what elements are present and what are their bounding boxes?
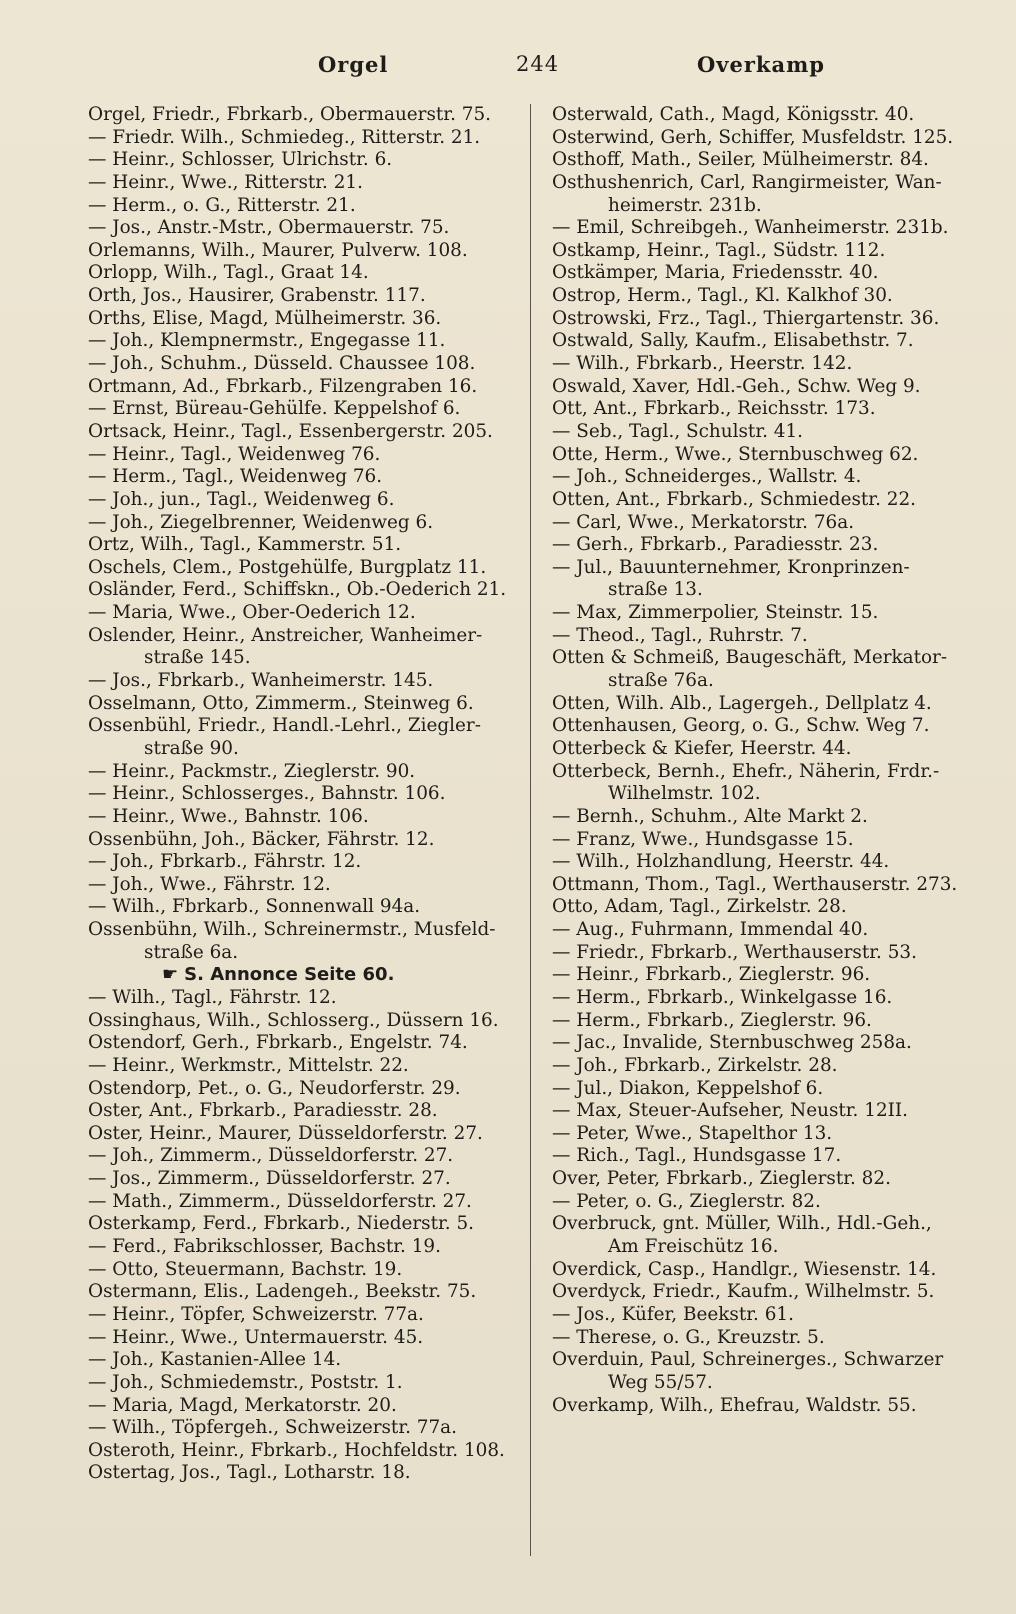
entry-text: — Theod., Tagl., Ruhrstr. 7. <box>552 624 808 646</box>
entry-text: Overbruck, gnt. Müller, Wilh., Hdl.-Geh., <box>552 1213 932 1235</box>
entry-text: — Ernst, Büreau-Gehülfe. Keppelshof 6. <box>88 398 461 420</box>
header-first-entry: Orgel <box>318 52 389 77</box>
entry-text: — Joh., Fbrkarb., Zirkelstr. 28. <box>552 1054 838 1076</box>
entry-text: — Joh., Schuhm., Düsseld. Chaussee 108. <box>88 353 476 375</box>
directory-entry <box>88 1100 528 1123</box>
directory-entry <box>88 534 528 557</box>
directory-entry <box>552 919 990 942</box>
entry-text: Otto, Adam, Tagl., Zirkelstr. 28. <box>552 896 847 918</box>
page-number: 244 <box>516 52 560 76</box>
entry-text: Ott, Ant., Fbrkarb., Reichsstr. 173. <box>552 398 876 420</box>
entry-text: Otterbeck, Bernh., Ehefr., Näherin, Frdr.- <box>552 760 940 782</box>
directory-entry <box>88 874 528 897</box>
directory-entry <box>88 285 528 308</box>
directory-entry <box>88 1304 528 1327</box>
entry-text: Osteroth, Heinr., Fbrkarb., Hochfeldstr. 108. <box>88 1439 505 1461</box>
directory-entry <box>552 602 990 625</box>
directory-entry <box>88 353 528 376</box>
directory-entry <box>552 829 990 852</box>
entry-text: Ostkämper, Maria, Friedensstr. 40. <box>552 262 879 284</box>
directory-entry <box>88 1372 528 1395</box>
directory-entry <box>552 1349 990 1372</box>
directory-entry <box>552 308 990 331</box>
directory-entry <box>88 625 528 648</box>
directory-entry <box>88 942 528 965</box>
entry-text: Ostendorp, Pet., o. G., Neudorferstr. 29. <box>88 1077 461 1099</box>
page-header <box>0 52 1016 88</box>
entry-text: Overduin, Paul, Schreinerges., Schwarzer <box>552 1349 944 1371</box>
directory-entry <box>552 466 990 489</box>
directory-entry <box>552 1168 990 1191</box>
directory-entry <box>552 896 990 919</box>
entry-text: Otte, Herm., Wwe., Sternbuschweg 62. <box>552 443 919 465</box>
entry-text: Osthushenrich, Carl, Rangirmeister, Wan- <box>552 171 942 193</box>
entry-text: — Jac., Invalide, Sternbuschweg 258a. <box>552 1032 912 1054</box>
entry-text: straße 145. <box>144 647 251 669</box>
directory-entry <box>88 602 528 625</box>
entry-text: Orlopp, Wilh., Tagl., Graat 14. <box>88 262 369 284</box>
directory-entry <box>552 761 990 784</box>
directory-entry <box>552 783 990 806</box>
entry-text: Osselmann, Otto, Zimmerm., Steinweg 6. <box>88 692 474 714</box>
entry-text: — Herm., o. G., Ritterstr. 21. <box>88 194 356 216</box>
entry-text: Ostendorf, Gerh., Fbrkarb., Engelstr. 74. <box>88 1032 468 1054</box>
right-column <box>552 104 990 1417</box>
directory-entry <box>552 1372 990 1395</box>
entry-text: — Aug., Fuhrmann, Immendal 40. <box>552 919 869 941</box>
directory-entry <box>88 670 528 693</box>
entry-text: Ostertag, Jos., Tagl., Lotharstr. 18. <box>88 1462 411 1484</box>
directory-entry <box>88 1259 528 1282</box>
directory-entry <box>88 1327 528 1350</box>
directory-entry <box>552 1281 990 1304</box>
entry-text: — Heinr., Wwe., Untermauerstr. 45. <box>88 1326 424 1348</box>
entry-text: Osterkamp, Ferd., Fbrkarb., Niederstr. 5. <box>88 1213 475 1235</box>
entry-text: Oster, Ant., Fbrkarb., Paradiesstr. 28. <box>88 1100 438 1122</box>
directory-entry <box>552 1145 990 1168</box>
entry-text: — Heinr., Wwe., Ritterstr. 21. <box>88 171 363 193</box>
entry-text: — Maria, Wwe., Ober-Oederich 12. <box>88 602 416 624</box>
directory-entry <box>88 1462 528 1485</box>
directory-entry <box>552 1123 990 1146</box>
directory-entry <box>552 942 990 965</box>
entry-text: Ossenbühl, Friedr., Handl.-Lehrl., Ziegler- <box>88 715 481 737</box>
directory-entry <box>552 195 990 218</box>
directory-entry <box>88 647 528 670</box>
entry-text: — Heinr., Schlosserges., Bahnstr. 106. <box>88 783 446 805</box>
entry-text: Ossenbühn, Joh., Bäcker, Fährstr. 12. <box>88 828 435 850</box>
entry-text: straße 13. <box>608 579 703 601</box>
entry-text: Otterbeck & Kiefer, Heerstr. 44. <box>552 737 852 759</box>
entry-text: — Carl, Wwe., Merkatorstr. 76a. <box>552 511 855 533</box>
entry-text: Osterwind, Gerh, Schiffer, Musfeldstr. 125. <box>552 126 954 148</box>
directory-entry <box>88 1010 528 1033</box>
entry-text: — Jul., Bauunternehmer, Kronprinzen- <box>552 556 910 578</box>
entry-text: — Friedr. Wilh., Schmiedeg., Ritterstr. 21. <box>88 126 481 148</box>
directory-entry <box>88 172 528 195</box>
directory-entry <box>552 693 990 716</box>
entry-text: — Math., Zimmerm., Düsseldorferstr. 27. <box>88 1190 472 1212</box>
directory-entry <box>88 783 528 806</box>
entry-text: — Jos., Fbrkarb., Wanheimerstr. 145. <box>88 670 434 692</box>
entry-text: Wilhelmstr. 102. <box>608 783 761 805</box>
directory-entry <box>88 806 528 829</box>
directory-entry <box>552 647 990 670</box>
entry-text: straße 76a. <box>608 670 714 692</box>
entry-text: Oschels, Clem., Postgehülfe, Burgplatz 11. <box>88 556 487 578</box>
entry-text: Am Freischütz 16. <box>608 1236 779 1258</box>
entry-text: — Jos., Anstr.-Mstr., Obermauerstr. 75. <box>88 217 450 239</box>
entry-text: Osthoff, Math., Seiler, Mülheimerstr. 84. <box>552 149 929 171</box>
directory-entry <box>552 398 990 421</box>
directory-entry <box>552 557 990 580</box>
directory-entry <box>88 1078 528 1101</box>
entry-text: Ortz, Wilh., Tagl., Kammerstr. 51. <box>88 534 402 556</box>
directory-entry <box>88 1349 528 1372</box>
entry-text: Overkamp, Wilh., Ehefrau, Waldstr. 55. <box>552 1394 917 1416</box>
directory-entry <box>552 625 990 648</box>
entry-text: Ortmann, Ad., Fbrkarb., Filzengraben 16. <box>88 375 478 397</box>
directory-entry <box>552 874 990 897</box>
entry-text: Ostrop, Herm., Tagl., Kl. Kalkhof 30. <box>552 285 893 307</box>
directory-entry <box>552 964 990 987</box>
entry-text: — Rich., Tagl., Hundsgasse 17. <box>552 1145 842 1167</box>
entry-text: — Wilh., Töpfergeh., Schweizerstr. 77a. <box>88 1417 457 1439</box>
directory-entry <box>88 217 528 240</box>
directory-entry <box>88 1236 528 1259</box>
directory-entry <box>88 444 528 467</box>
entry-text: Ortsack, Heinr., Tagl., Essenbergerstr. 205. <box>88 420 493 442</box>
entry-text: Ossinghaus, Wilh., Schlosserg., Düssern 16. <box>88 1009 499 1031</box>
entry-text: Otten & Schmeiß, Baugeschäft, Merkator- <box>552 647 948 669</box>
entry-text: Overdick, Casp., Handlgr., Wiesenstr. 14. <box>552 1258 937 1280</box>
directory-entry <box>88 398 528 421</box>
directory-entry <box>88 1281 528 1304</box>
entry-text: — Herm., Tagl., Weidenweg 76. <box>88 466 383 488</box>
entry-text: Osterwald, Cath., Magd, Königsstr. 40. <box>552 104 915 125</box>
entry-text: — Herm., Fbrkarb., Zieglerstr. 96. <box>552 1009 872 1031</box>
directory-entry <box>88 715 528 738</box>
entry-text: straße 90. <box>144 737 239 759</box>
entry-text: — Joh., Ziegelbrenner, Weidenweg 6. <box>88 511 434 533</box>
entry-text: Oswald, Xaver, Hdl.-Geh., Schw. Weg 9. <box>552 375 921 397</box>
entry-text: — Ferd., Fabrikschlosser, Bachstr. 19. <box>88 1236 441 1258</box>
directory-entry <box>88 1168 528 1191</box>
entry-text: Oslender, Heinr., Anstreicher, Wanheimer- <box>88 624 483 646</box>
directory-entry <box>552 1010 990 1033</box>
directory-entry <box>552 1055 990 1078</box>
entry-text: — Emil, Schreibgeh., Wanheimerstr. 231b. <box>552 217 949 239</box>
entry-text: — Max, Steuer-Aufseher, Neustr. 12II. <box>552 1100 909 1122</box>
directory-entry <box>552 670 990 693</box>
directory-entry <box>88 149 528 172</box>
entry-text: — Jul., Diakon, Keppelshof 6. <box>552 1077 824 1099</box>
directory-entry <box>552 851 990 874</box>
column-divider <box>530 104 531 1556</box>
directory-entry <box>88 1055 528 1078</box>
entry-text: — Max, Zimmerpolier, Steinstr. 15. <box>552 602 879 624</box>
entry-text: — Joh., Kastanien-Allee 14. <box>88 1349 342 1371</box>
directory-entry <box>88 489 528 512</box>
entry-text: — Wilh., Fbrkarb., Heerstr. 142. <box>552 353 853 375</box>
directory-entry <box>88 1440 528 1463</box>
directory-entry <box>88 466 528 489</box>
directory-entry <box>552 715 990 738</box>
directory-entry <box>552 353 990 376</box>
directory-entry <box>88 1191 528 1214</box>
entry-text: — Seb., Tagl., Schulstr. 41. <box>552 420 804 442</box>
entry-text: — Joh., Schneiderges., Wallstr. 4. <box>552 466 862 488</box>
directory-entry <box>552 512 990 535</box>
directory-entry <box>88 195 528 218</box>
entry-text: — Heinr., Töpfer, Schweizerstr. 77a. <box>88 1303 424 1325</box>
entry-text: Ottmann, Thom., Tagl., Werthauserstr. 273. <box>552 873 958 895</box>
entry-text: — Jos., Zimmerm., Düsseldorferstr. 27. <box>88 1168 451 1190</box>
entry-text: Weg 55/57. <box>608 1371 713 1393</box>
directory-entry <box>88 1417 528 1440</box>
entry-text: — Peter, Wwe., Stapelthor 13. <box>552 1122 833 1144</box>
directory-entry <box>552 104 990 127</box>
directory-entry <box>88 421 528 444</box>
entry-text: — Franz, Wwe., Hundsgasse 15. <box>552 828 854 850</box>
directory-entry <box>88 308 528 331</box>
entry-text: — Jos., Küfer, Beekstr. 61. <box>552 1303 794 1325</box>
directory-entry <box>552 127 990 150</box>
directory-entry <box>552 1236 990 1259</box>
directory-entry <box>88 761 528 784</box>
directory-entry <box>552 1327 990 1350</box>
directory-entry <box>88 693 528 716</box>
entry-text: — Joh., Zimmerm., Düsseldorferstr. 27. <box>88 1145 454 1167</box>
entry-text: Ottenhausen, Georg, o. G., Schw. Weg 7. <box>552 715 930 737</box>
directory-entry <box>88 240 528 263</box>
directory-entry <box>88 896 528 919</box>
directory-entry <box>552 1395 990 1418</box>
directory-entry <box>552 262 990 285</box>
directory-entry <box>88 557 528 580</box>
entry-text: Ostermann, Elis., Ladengeh., Beekstr. 75. <box>88 1281 477 1303</box>
directory-entry <box>552 534 990 557</box>
entry-text: S. Annonce Seite 60. <box>184 964 395 986</box>
entry-text: Ostkamp, Heinr., Tagl., Südstr. 112. <box>552 239 886 261</box>
directory-entry <box>552 1304 990 1327</box>
directory-entry <box>88 330 528 353</box>
entry-text: — Joh., Schmiedemstr., Poststr. 1. <box>88 1371 403 1393</box>
directory-entry <box>88 1145 528 1168</box>
directory-entry <box>552 217 990 240</box>
entry-text: — Heinr., Fbrkarb., Zieglerstr. 96. <box>552 964 871 986</box>
entry-text: — Joh., Wwe., Fährstr. 12. <box>88 873 331 895</box>
entry-text: Ostrowski, Frz., Tagl., Thiergartenstr. 36. <box>552 307 940 329</box>
entry-text: Orlemanns, Wilh., Maurer, Pulverw. 108. <box>88 239 468 261</box>
directory-entry <box>552 1100 990 1123</box>
entry-text: — Wilh., Fbrkarb., Sonnenwall 94a. <box>88 896 421 918</box>
directory-entry <box>552 1032 990 1055</box>
entry-text: Ostwald, Sally, Kaufm., Elisabethstr. 7. <box>552 330 914 352</box>
directory-entry <box>552 172 990 195</box>
directory-entry <box>88 579 528 602</box>
directory-entry <box>552 1213 990 1236</box>
directory-entry <box>88 1213 528 1236</box>
entry-text: — Heinr., Packmstr., Zieglerstr. 90. <box>88 760 416 782</box>
directory-entry <box>552 1078 990 1101</box>
entry-text: — Joh., Fbrkarb., Fährstr. 12. <box>88 851 362 873</box>
entry-text: — Bernh., Schuhm., Alte Markt 2. <box>552 805 868 827</box>
directory-entry <box>552 444 990 467</box>
directory-entry <box>88 127 528 150</box>
entry-text: Ossenbühn, Wilh., Schreinermstr., Musfeld- <box>88 919 496 941</box>
directory-entry <box>552 987 990 1010</box>
directory-entry <box>88 829 528 852</box>
entry-text: Otten, Ant., Fbrkarb., Schmiedestr. 22. <box>552 488 917 510</box>
entry-text: — Maria, Magd, Merkatorstr. 20. <box>88 1394 397 1416</box>
entry-text: Orth, Jos., Hausirer, Grabenstr. 117. <box>88 285 426 307</box>
entry-text: Osländer, Ferd., Schiffskn., Ob.-Oederich 21. <box>88 579 507 601</box>
directory-entry <box>88 919 528 942</box>
directory-entry <box>552 806 990 829</box>
directory-entry <box>88 262 528 285</box>
entry-text: — Herm., Fbrkarb., Winkelgasse 16. <box>552 986 893 1008</box>
directory-entry <box>552 149 990 172</box>
directory-entry <box>88 738 528 761</box>
entry-text: Over, Peter, Fbrkarb., Zieglerstr. 82. <box>552 1168 891 1190</box>
entry-text: — Heinr., Tagl., Weidenweg 76. <box>88 443 381 465</box>
entry-text: — Heinr., Wwe., Bahnstr. 106. <box>88 805 369 827</box>
directory-entry <box>552 489 990 512</box>
directory-entry <box>552 579 990 602</box>
directory-entry <box>552 376 990 399</box>
entry-text: Otten, Wilh. Alb., Lagergeh., Dellplatz 4. <box>552 692 932 714</box>
pointing-hand-icon: ☛ <box>162 964 179 986</box>
directory-entry <box>552 1259 990 1282</box>
entry-text: — Heinr., Werkmstr., Mittelstr. 22. <box>88 1054 409 1076</box>
directory-entry <box>552 1191 990 1214</box>
entry-text: Orths, Elise, Magd, Mülheimerstr. 36. <box>88 307 442 329</box>
left-column <box>88 104 528 1485</box>
entry-text: heimerstr. 231b. <box>608 194 762 216</box>
directory-entry <box>552 285 990 308</box>
entry-text: straße 6a. <box>144 941 239 963</box>
entry-text: — Peter, o. G., Zieglerstr. 82. <box>552 1190 821 1212</box>
entry-text: Oster, Heinr., Maurer, Düsseldorferstr. 27. <box>88 1122 483 1144</box>
entry-text: — Therese, o. G., Kreuzstr. 5. <box>552 1326 825 1348</box>
entry-text: — Wilh., Tagl., Fährstr. 12. <box>88 986 337 1008</box>
entry-text: — Friedr., Fbrkarb., Werthauserstr. 53. <box>552 941 917 963</box>
directory-entry <box>552 738 990 761</box>
entry-text: Overdyck, Friedr., Kaufm., Wilhelmstr. 5. <box>552 1281 935 1303</box>
directory-entry <box>552 240 990 263</box>
entry-text: — Wilh., Holzhandlung, Heerstr. 44. <box>552 851 890 873</box>
directory-entry <box>88 104 528 127</box>
directory-entry <box>88 376 528 399</box>
entry-text: — Joh., jun., Tagl., Weidenweg 6. <box>88 488 395 510</box>
directory-entry <box>88 851 528 874</box>
entry-text: Orgel, Friedr., Fbrkarb., Obermauerstr. 75. <box>88 104 492 125</box>
directory-entry <box>88 1123 528 1146</box>
entry-text: — Gerh., Fbrkarb., Paradiesstr. 23. <box>552 534 879 556</box>
annonce-reference <box>88 964 528 987</box>
directory-entry <box>88 512 528 535</box>
entry-text: — Otto, Steuermann, Bachstr. 19. <box>88 1258 403 1280</box>
directory-entry <box>552 330 990 353</box>
header-last-entry: Overkamp <box>697 52 825 77</box>
directory-entry <box>88 1395 528 1418</box>
directory-entry <box>88 987 528 1010</box>
directory-entry <box>552 421 990 444</box>
entry-text: — Joh., Klempnermstr., Engegasse 11. <box>88 330 446 352</box>
entry-text: — Heinr., Schlosser, Ulrichstr. 6. <box>88 149 393 171</box>
directory-entry <box>88 1032 528 1055</box>
